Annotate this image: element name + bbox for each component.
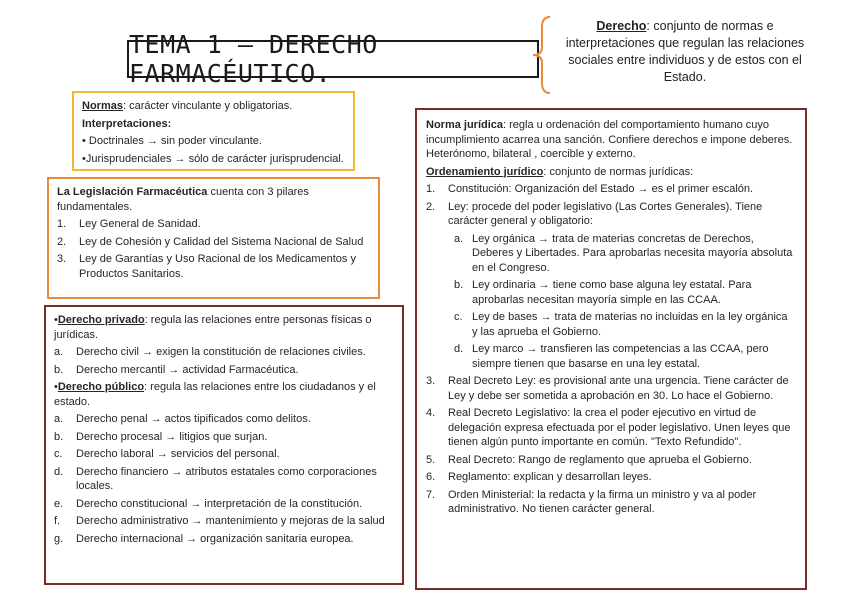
- item-number: e.: [54, 497, 64, 510]
- list-item: [54, 412, 394, 427]
- item-text: Derecho financiero → atributos estatales como corporaciones locales.: [76, 465, 377, 492]
- title-text: TEMA 1 – DERECHO FARMACÉUTICO.: [129, 30, 378, 88]
- item-number: d.: [454, 343, 464, 355]
- item-number: a.: [454, 232, 464, 245]
- list-item: [426, 200, 796, 229]
- list-item: [426, 374, 796, 403]
- item-number: 4.: [426, 407, 436, 419]
- item-number: 3.: [426, 375, 436, 387]
- bullet: •: [54, 314, 58, 326]
- legislacion-box: [47, 177, 380, 299]
- list-item: [54, 363, 394, 378]
- item-text: Real Decreto: Rango de reglamento que aprueba el Gobierno.: [448, 453, 752, 466]
- sub-list-item: [454, 232, 796, 276]
- page-title: [127, 30, 539, 88]
- item-number: 5.: [426, 453, 436, 466]
- item-text: Constitución: Organización del Estado → es el primer escalón.: [448, 183, 754, 195]
- item-number: 2.: [426, 200, 436, 213]
- item-text: Ley de Garantías y Uso Racional de los Medicamentos y Productos Sanitarios.: [79, 253, 356, 280]
- item-text: Derecho mercantil → actividad Farmacéutica.: [76, 363, 299, 376]
- interpretaciones-title: Interpretaciones:: [82, 117, 172, 130]
- list-item: [426, 488, 796, 517]
- derecho-publico-term: Derecho público: [57, 381, 145, 393]
- item-text: Ley de bases → trata de materias no incluidas en la ley orgánica y las aprueba el Gobierno.: [472, 311, 788, 338]
- list-item: [57, 252, 370, 281]
- item-text: Derecho procesal → litigios que surjan.: [76, 430, 268, 443]
- item-text: Derecho administrativo → mantenimiento y mejoras de la salud: [76, 515, 385, 527]
- derecho-box: [44, 305, 404, 585]
- normas-term: Normas: [82, 100, 123, 112]
- ordenamiento-term: Ordenamiento jurídico: [426, 165, 544, 178]
- item-text: Real Decreto Ley: es provisional ante una urgencia. Tiene carácter de Ley y debe ser sometida a aprobación en 30. Lo hace el Gobierno.: [448, 375, 789, 402]
- list-item: [54, 447, 394, 462]
- item-text: Orden Ministerial: la redacta y la firma un ministro y va al poder administrativo. No tienen carácter general.: [448, 488, 757, 515]
- item-text: Derecho internacional → organización sanitaria europea.: [76, 532, 354, 545]
- item-text: Derecho penal → actos tipificados como delitos.: [76, 413, 311, 425]
- list-item: [54, 514, 394, 529]
- list-item: [54, 345, 394, 360]
- item-text: Ley General de Sanidad.: [79, 218, 201, 230]
- item-number: 2.: [57, 235, 67, 248]
- item-text: Real Decreto Legislativo: la crea el poder ejecutivo en virtud de delegación expresa efectuada por el poder legislativo. Unen leyes que tienen algún punto importante en común. "Texto Refundido".: [448, 407, 791, 448]
- item-number: 1.: [57, 218, 67, 230]
- item-text: Ley orgánica → trata de materias concretas de Derechos, Deberes y Libertades. Para aprobarlas necesita mayoría absoluta en el Congreso.: [472, 232, 793, 274]
- list-item: [57, 235, 370, 250]
- item-number: f.: [54, 515, 61, 527]
- item-number: d.: [54, 465, 64, 478]
- derecho-publico-text: : regula las relaciones entre los ciudadanos y el estado.: [54, 381, 376, 408]
- item-number: 7.: [426, 488, 436, 501]
- list-item: [426, 406, 796, 450]
- item-number: a.: [54, 346, 64, 358]
- list-item: [54, 465, 394, 494]
- item-number: 3.: [57, 253, 67, 265]
- derecho-privado-text: : regula las relaciones entre personas físicas o jurídicas.: [54, 314, 372, 341]
- derecho-privado-term: Derecho privado: [57, 314, 145, 326]
- list-item: [54, 497, 394, 512]
- norma-juridica-term: Norma jurídica: [426, 119, 504, 131]
- item-text: Derecho civil → exigen la constitución de relaciones civiles.: [76, 346, 366, 358]
- item-number: b.: [54, 363, 64, 376]
- list-item: [54, 430, 394, 445]
- list-item: [54, 532, 394, 547]
- derecho-definition: [560, 18, 810, 86]
- item-text: Derecho constitucional → interpretación de la constitución.: [76, 497, 363, 510]
- curly-brace-icon: [530, 15, 552, 95]
- item-number: 1.: [426, 183, 436, 195]
- legislacion-text: cuenta con 3 pilares fundamentales.: [57, 186, 309, 213]
- list-item: [426, 453, 796, 468]
- item-number: c.: [454, 311, 463, 323]
- item-number: b.: [54, 430, 64, 443]
- item-number: g.: [54, 532, 64, 545]
- list-item: [57, 217, 370, 232]
- list-item: [426, 182, 796, 197]
- item-number: a.: [54, 413, 64, 425]
- derecho-term: Derecho: [596, 19, 647, 33]
- legislacion-term: La Legislación Farmacéutica: [57, 186, 208, 198]
- derecho-text: : conjunto de normas e interpretaciones que regulan las relaciones sociales entre individuos y de estos con el Estado.: [565, 19, 805, 84]
- normas-text: : carácter vinculante y obligatorias.: [122, 100, 293, 112]
- item-text: Ley ordinaria → tiene como base alguna ley estatal. Para aprobarlas necesitan mayoría simple en las CCAA.: [472, 279, 752, 306]
- norma-juridica-text: : regla u ordenación del comportamiento humano cuyo incumplimiento acarrea una sanción. Confiere derechos e impone deberes. Heterónomo, bilateral , coercible y externo.: [426, 119, 793, 160]
- item-number: 6.: [426, 471, 436, 483]
- item-number: c.: [54, 448, 63, 460]
- normas-box: [72, 91, 355, 171]
- item-text: Reglamento: explican y desarrollan leyes.: [448, 471, 652, 483]
- norma-juridica-box: [415, 108, 807, 590]
- list-item: •Jurisprudenciales → sólo de carácter jurisprudencial.: [82, 152, 344, 165]
- ordenamiento-text: : conjunto de normas jurídicas:: [543, 165, 694, 178]
- list-item: • Doctrinales → sin poder vinculante.: [82, 135, 262, 147]
- item-text: Ley marco → transfieren las competencias a las CCAA, pero siempre tienen que basarse en una ley estatal.: [472, 343, 769, 370]
- list-item: [426, 470, 796, 485]
- item-text: Derecho laboral → servicios del personal.: [76, 448, 280, 460]
- item-number: b.: [454, 279, 464, 291]
- item-text: Ley: procede del poder legislativo (Las Cortes Generales). Tiene carácter general y obligatorio:: [448, 200, 763, 227]
- sub-list-item: [454, 310, 796, 339]
- bullet: •: [54, 381, 58, 393]
- sub-list-item: [454, 342, 796, 371]
- item-text: Ley de Cohesión y Calidad del Sistema Nacional de Salud: [79, 235, 364, 248]
- sub-list-item: [454, 278, 796, 307]
